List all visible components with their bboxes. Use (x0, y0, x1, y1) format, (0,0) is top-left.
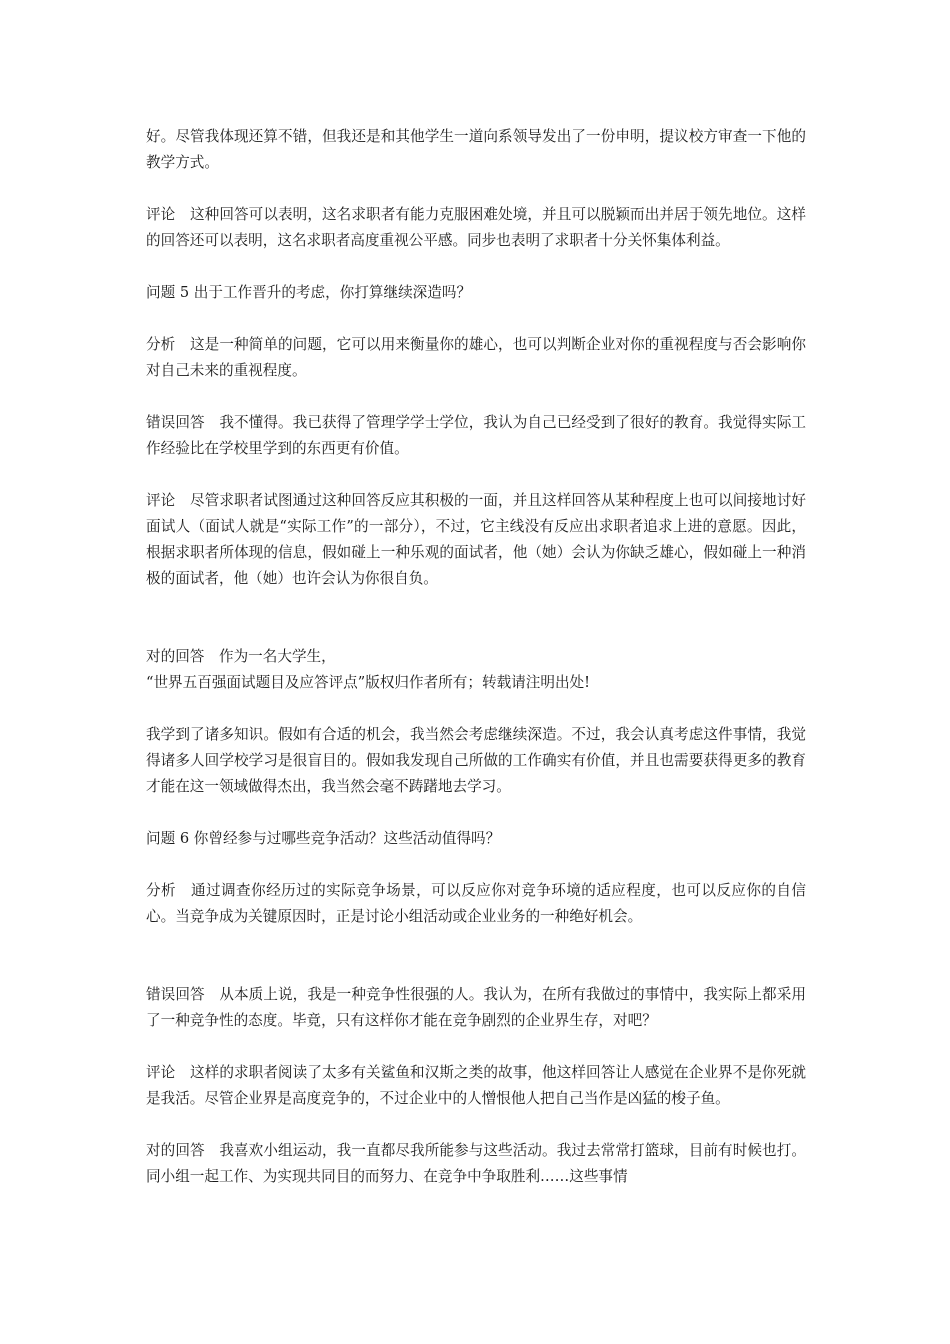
paragraph-intro-continuation: 好。尽管我体现还算不错，但我还是和其他学生一道向系领导发出了一份申明，提议校方审查一下他的教学方式。 (146, 128, 806, 171)
question-5-heading: 问题 5 出于工作晋升的考虑，你打算继续深造吗？ (146, 284, 472, 301)
paragraph-correct-answer-q5-body: 我学到了诸多知识。假如有合适的机会，我当然会考虑继续深造。不过，我会认真考虑这件事情，我觉得诸多人回学校学习是很盲目的。假如我发现自己所做的工作确实有价值，并且也需要获得更多的教育才能在这一领域做得杰出，我当然会毫不踌躇地去学习。 (146, 726, 806, 795)
paragraph-comment-q4: 评论 这种回答可以表明，这名求职者有能力克服困难处境，并且可以脱颖而出并居于领先地位。这样的回答还可以表明，这名求职者高度重视公平感。同步也表明了求职者十分关怀集体利益。 (146, 206, 806, 249)
paragraph-comment-q5: 评论 尽管求职者试图通过这种回答反应其积极的一面，并且这样回答从某种程度上也可以间接地讨好面试人（面试人就是“实际工作”的一部分），不过，它主线没有反应出求职者追求上进的意愿。因此，根据求职者所体现的信息，假如碰上一种乐观的面试者，他（她）会认为你缺乏雄心，假如碰上一种消极的面试者，他（她）也许会认为你很自负。 (146, 492, 806, 587)
paragraph-analysis-q6: 分析 通过调查你经历过的实际竞争场景，可以反应你对竞争环境的适应程度，也可以反应你的自信心。当竞争成为关键原因时，正是讨论小组活动或企业业务的一种绝好机会。 (146, 882, 806, 925)
paragraph-wrong-answer-q6: 错误回答 从本质上说，我是一种竞争性很强的人。我认为，在所有我做过的事情中，我实际上都采用了一种竞争性的态度。毕竟，只有这样你才能在竞争剧烈的企业界生存，对吧？ (146, 986, 806, 1029)
paragraph-comment-q6: 评论 这样的求职者阅读了太多有关鲨鱼和汉斯之类的故事，他这样回答让人感觉在企业界不是你死就是我活。尽管企业界是高度竞争的，不过企业中的人憎恨他人把自己当作是凶猛的梭子鱼。 (146, 1064, 806, 1107)
spacer (146, 956, 806, 982)
paragraph-correct-answer-q5-start: 对的回答 作为一名大学生， (146, 648, 336, 665)
copyright-notice: “世界五百强面试题目及应答评点”版权归作者所有；转载请注明出处! (146, 674, 591, 691)
spacer (146, 618, 806, 644)
document-page (146, 124, 806, 1216)
question-6-heading: 问题 6 你曾经参与过哪些竞争活动？这些活动值得吗？ (146, 830, 501, 847)
paragraph-wrong-answer-q5: 错误回答 我不懂得。我已获得了管理学学士学位，我认为自己已经受到了很好的教育。我觉得实际工作经验比在学校里学到的东西更有价值。 (146, 414, 806, 457)
paragraph-correct-answer-q6: 对的回答 我喜欢小组运动，我一直都尽我所能参与这些活动。我过去常常打篮球，目前有时候也打。同小组一起工作、为实现共同目的而努力、在竞争中争取胜利……这些事情 (146, 1142, 806, 1185)
paragraph-analysis-q5: 分析 这是一种简单的问题，它可以用来衡量你的雄心，也可以判断企业对你的重视程度与否会影响你对自己未来的重视程度。 (146, 336, 806, 379)
